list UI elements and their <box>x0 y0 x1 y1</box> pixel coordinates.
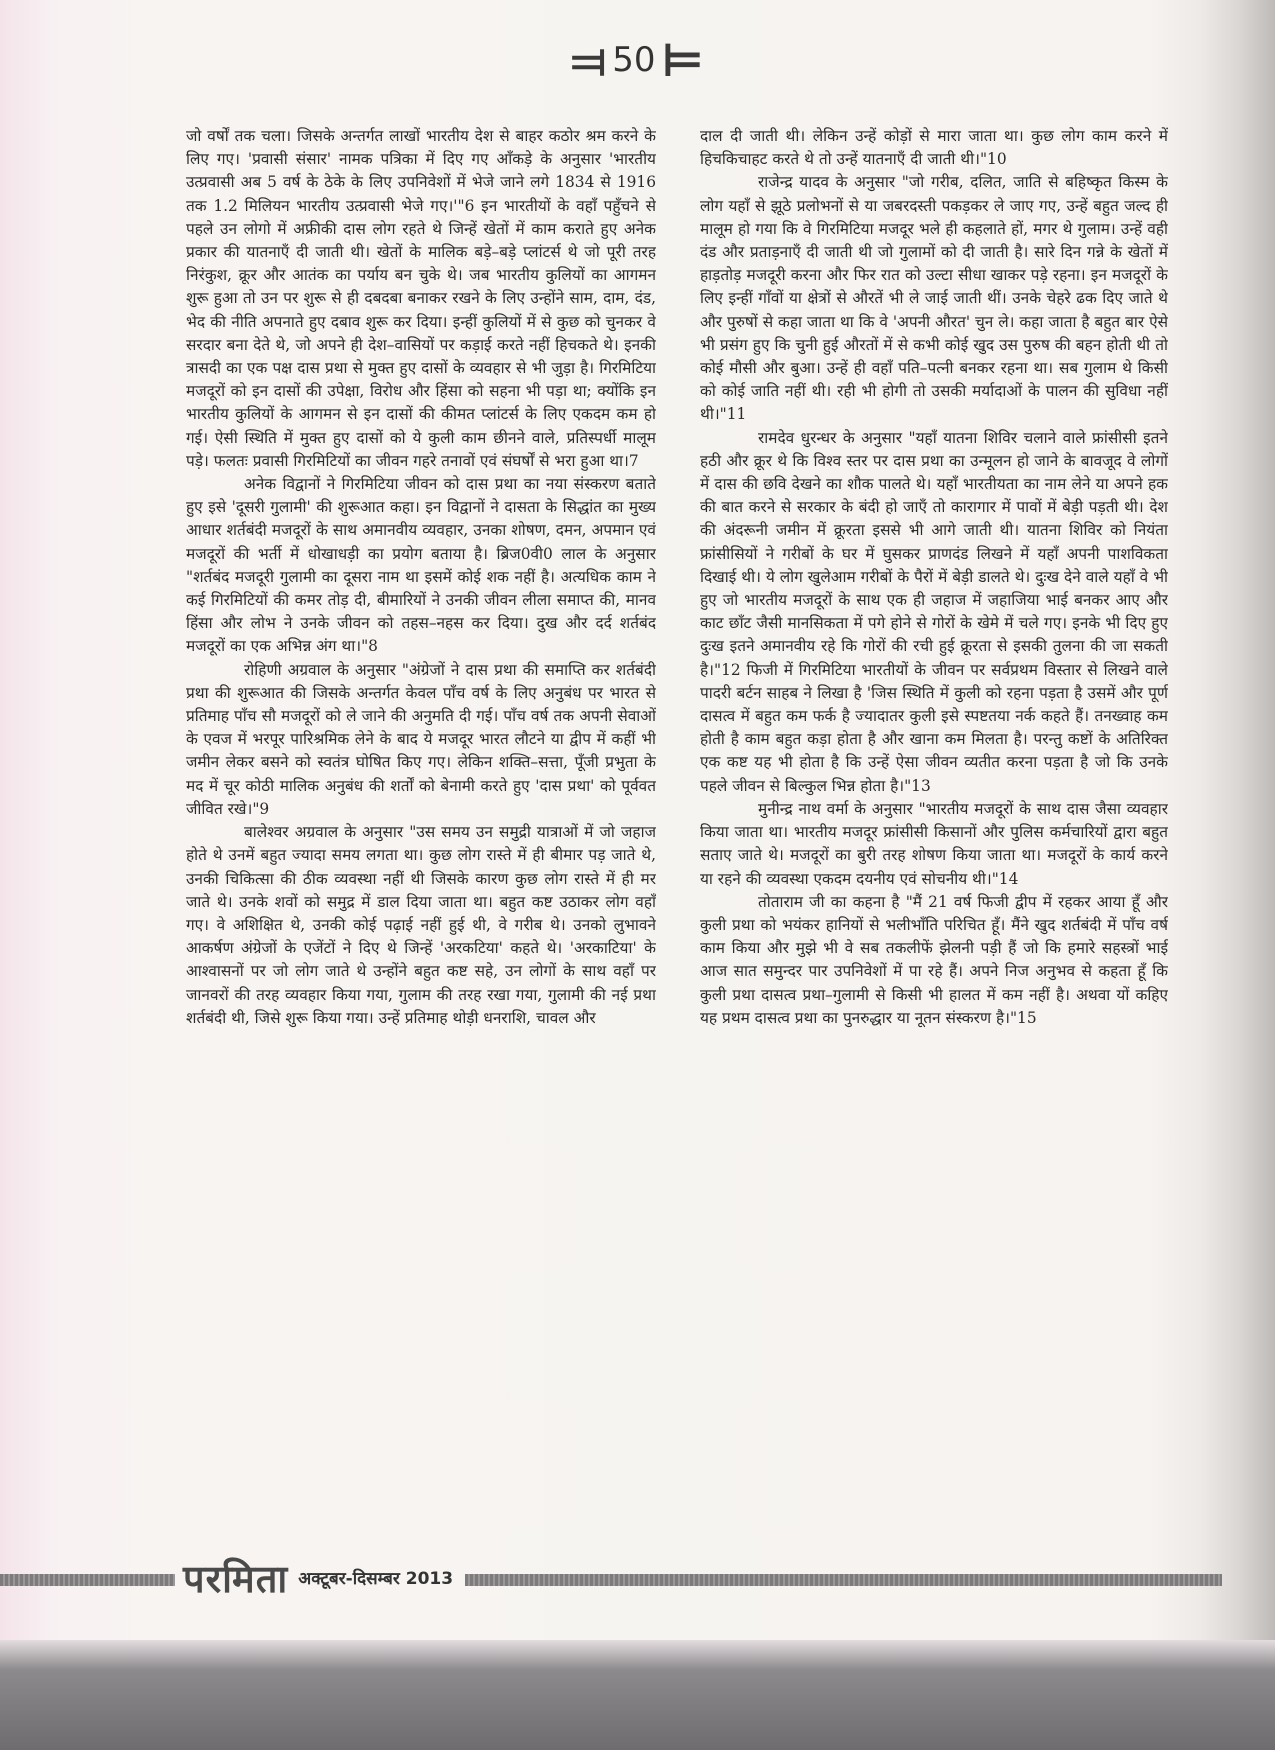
paragraph: अनेक विद्वानों ने गिरमिटिया जीवन को दास प्रथा का नया संस्करण बताते हुए इसे 'दूसरी गुलामी' की शुरूआत कहा। इन विद्वानों ने दासता के सिद्धांत का मुख्य आधार शर्तबंदी मजदूरों के साथ अमानवीय व्यवहार, उनका शोषण, दमन, अपमान एवं मजदूरों की भर्ती में धोखाधड़ी का प्रयोग बताया है। ब्रिज0वी0 लाल के अनुसार "शर्तबंद मजदूरी गुलामी का दूसरा नाम था इसमें कोई शक नहीं है। अत्यधिक काम ने कई गिरमिटियों की कमर तोड़ दी, बीमारियों ने उनकी जीवन लीला समाप्त की, मानव हिंसा और लोभ ने उनके जीवन को तहस–नहस कर दिया। दुख और दर्द शर्तबंद मजदूरों का एक अभिन्न अंग था।"8 <box>186 475 656 656</box>
scan-shadow <box>0 1640 1275 1750</box>
page-header <box>0 30 1275 90</box>
paragraph: रामदेव धुरन्धर के अनुसार "यहाँ यातना शिविर चलाने वाले फ्रांसीसी इतने हठी और क्रूर थे कि विश्व स्तर पर दास प्रथा का उन्मूलन हो जाने के बावजूद वे लोगों में दास की छवि देखने का शौक पालते थे। यहाँ भारतीयता का नाम लेने या अपने हक की बात करने से सरकार के बंदी हो जाएँ तो कारागार में पावों में बेड़ी पड़ती थी। देश की अंदरूनी जमीन में क्रूरता इससे भी आगे जाती थी। यातना शिविर को नियंता फ्रांसीसियों ने गरीबों के घर में घुसकर प्राणदंड लिखने में यहाँ अपनी पाशविकता दिखाई थी। ये लोग खुलेआम गरीबों के पैरों में बेड़ी डालते थे। दुःख देने वाले यहाँ वे भी हुए जो भारतीय मजदूरों के साथ एक ही जहाज में जहाजिया भाई बनकर आए और काट छाँट जैसी मानसिकता में पगे होने से गोरों के खेमे में चले गए। इनके भी दिए हुए दुःख इतने अमानवीय रहे कि गोरों की रची हुई क्रूरता से इसकी तुलना की जा सकती है।"12 फिजी में गिरमिटिया भारतीयों के जीवन पर सर्वप्रथम विस्तार से लिखने वाले पादरी बर्टन साहब ने लिखा है 'जिस स्थिति में कुली को रहना पड़ता है उसमें और पूर्ण दासत्व में बहुत कम फर्क है ज्यादातर कुली इसे स्पष्टतया नर्क कहते हैं। तनख्वाह कम होती है काम बहुत कड़ा होता है और खाना कम मिलता है। परन्तु कष्टों के अतिरिक्त एक कष्ट यह भी होता है कि उन्हें ऐसा जीवन व्यतीत करना पड़ता है जो कि उनके पहले जीवन से बिल्कुल भिन्न होता है।"13 <box>700 428 1168 795</box>
paragraph: मुनीन्द्र नाथ वर्मा के अनुसार "भारतीय मजदूरों के साथ दास जैसा व्यवहार किया जाता था। भारतीय मजदूर फ्रांसीसी किसानों और पुलिस कर्मचारियों द्वारा बहुत सताए जाते थे। मजदूरों का बुरी तरह शोषण किया जाता था। मजदूरों के कार्य करने या रहने की व्यवस्था एकदम दयनीय एवं सोचनीय थी।"14 <box>700 799 1168 888</box>
header-ornament-left: ⫤ <box>571 33 607 87</box>
paragraph: जो वर्षों तक चला। जिसके अन्तर्गत लाखों भारतीय देश से बाहर कठोर श्रम करने के लिए गए। 'प्रवासी संसार' नामक पत्रिका में दिए गए आँकड़े के अनुसार 'भारतीय उत्प्रवासी अब 5 वर्ष के ठेके के लिए उपनिवेशों में भेजे जाने लगे 1834 से 1916 तक 1.2 मिलियन भारतीय उत्प्रवासी भेजे गए।'"6 इन भारतीयों के वहाँ पहुँचने से पहले उन लोगो में अफ्रीकी दास लोग रहते थे जिन्हें खेतों में काम कराते हुए अनेक प्रकार की यातनाएँ दी जाती थी। खेतों के मालिक बड़े–बड़े प्लांटर्स थे जो पूरी तरह निरंकुश, क्रूर और आतंक का पर्याय बन चुके थे। जब भारतीय कुलियों का आगमन शुरू हुआ तो उन पर शुरू से ही दबदबा बनाकर रखने के लिए उन्होंने साम, दाम, दंड, भेद की नीति अपनाते हुए दबाव शुरू कर दिया। इन्हीं कुलियों में से कुछ को चुनकर वे सरदार बना देते थे, जो अपने ही देश–वासियों पर कड़ाई करते नहीं हिचकते थे। इनकी त्रासदी का एक पक्ष दास प्रथा से मुक्त हुए दासों के व्यवहार से भी जुड़ा है। गिरमिटिया मजदूरों को इन दासों की उपेक्षा, विरोध और हिंसा को सहना भी पड़ा था; क्योंकि इन भारतीय कुलियों के आगमन से इन दासों की कीमत प्लांटर्स के लिए एकदम कम हो गई। ऐसी स्थिति में मुक्त हुए दासों को ये कुली काम छीनने वाले, प्रतिस्पर्धी मालूम पड़े। फलतः प्रवासी गिरमिटियों का जीवन गहरे तनावों एवं संघर्षों से भरा हुआ था।7 <box>186 127 656 470</box>
paragraph: रोहिणी अग्रवाल के अनुसार "अंग्रेजों ने दास प्रथा की समाप्ति कर शर्तबंदी प्रथा की शुरूआत की जिसके अन्तर्गत केवल पाँच वर्ष के लिए अनुबंध पर भारत से प्रतिमाह पाँच सौ मजदूरों को ले जाने की अनुमति दी गई। पाँच वर्ष तक अपनी सेवाओं के एवज में भरपूर पारिश्रमिक लेने के बाद ये मजदूर भारत लौटने या द्वीप में कहीं भी जमीन लेकर बसने को स्वतंत्र घोषित किए गए। लेकिन शक्ति–सत्ता, पूँजी प्रभुता के मद में चूर कोठी मालिक अनुबंध की शर्तों को बेनामी करते हुए 'दास प्रथा' को पूर्ववत जीवित रखे।"9 <box>186 660 656 818</box>
footer-rule-left <box>0 1574 175 1586</box>
journal-logo: परमिता <box>183 1557 289 1601</box>
paragraph: बालेश्वर अग्रवाल के अनुसार "उस समय उन समुद्री यात्राओं में जो जहाज होते थे उनमें बहुत ज्यादा समय लगता था। कुछ लोग रास्ते में ही बीमार पड़ जाते थे, उनकी चिकित्सा की ठीक व्यवस्था नहीं थी जिसके कारण कुछ लोग रास्ते में ही मर जाते थे। उनके शवों को समुद्र में डाल दिया जाता था। बहुत कष्ट उठाकर लोग वहाँ गए। वे अशिक्षित थे, उनकी कोई पढ़ाई नहीं हुई थी, वे गरीब थे। उनको लुभावने आकर्षण अंग्रेजों के एजेंटों ने दिए थे जिन्हें 'अरकटिया' कहते थे। 'अरकाटिया' के आश्वासनों पर जो लोग जाते थे उन्होंने बहुत कष्ट सहे, उन लोगों के साथ वहाँ पर जानवरों की तरह व्यवहार किया गया, गुलाम की तरह रखा गया, गुलामी की नई प्रथा शर्तबंदी थी, जिसे शुरू किया गया। उन्हें प्रतिमाह थोड़ी धनराशि, चावल और <box>186 823 656 1027</box>
page-number: 50 <box>612 40 656 80</box>
header-ornament-right: ⊨ <box>661 33 704 87</box>
paragraph: राजेन्द्र यादव के अनुसार "जो गरीब, दलित, जाति से बहिष्कृत किस्म के लोग यहाँ से झूठे प्रलोभनों से या जबरदस्ती पकड़कर ले जाए गए, उन्हें बहुत जल्द ही मालूम हो गया कि वे गिरमिटिया मजदूर भले ही कहलाते हों, मगर थे गुलाम। उन्हें वही दंड और प्रताड़नाएँ दी जाती थी जो गुलामों को दी जाती है। सारे दिन गन्ने के खेतों में हाड़तोड़ मजदूरी करना और फिर रात को उल्टा सीधा खाकर पड़े रहना। इन मजदूरों के लिए इन्हीं गाँवों या क्षेत्रों से औरतें भी ले जाई जाती थीं। उनके चेहरे ढक दिए जाते थे और पुरुषों से कहा जाता था कि वे 'अपनी औरत' चुन ले। कहा जाता है बहुत बार ऐसे भी प्रसंग हुए कि चुनी हुई औरतों में से कभी कोई खुद उस पुरुष की बहन होती थी तो कोई मौसी और बुआ। उन्हें ही वहाँ पति–पत्नी बनकर रहना था। सब गुलाम थे किसी को कोई जाति नहीं थी। रही भी होगी तो उसकी मर्यादाओं के पालन की सुविधा नहीं थी।"11 <box>700 173 1168 424</box>
left-column <box>186 125 656 1550</box>
paragraph: तोताराम जी का कहना है "मैं 21 वर्ष फिजी द्वीप में रहकर आया हूँ और कुली प्रथा को भयंकर हानियों से भलीभाँति परिचित हूँ। मैंने खुद शर्तबंदी में पाँच वर्ष काम किया और मुझे भी वे सब तकलीफें झेलनी पड़ी हैं जो कि हमारे सहस्त्रों भाई आज सात समुन्दर पार उपनिवेशों में पा रहे हैं। अपने निज अनुभव से कहता हूँ कि कुली प्रथा दासत्व प्रथा–गुलामी से किसी भी हालत में कम नहीं है। अथवा यों कहिए यह प्रथम दासत्व प्रथा का पुनरुद्धार या नूतन संस्करण है।"15 <box>700 892 1168 1027</box>
right-column <box>700 125 1168 1550</box>
footer-rule-right <box>465 1574 1222 1586</box>
page-footer <box>0 1552 1275 1600</box>
paragraph: दाल दी जाती थी। लेकिन उन्हें कोड़ों से मारा जाता था। कुछ लोग काम करने में हिचकिचाहट करते थे तो उन्हें यातनाएँ दी जाती थी।"10 <box>700 127 1168 169</box>
issue-date: अक्टूबर-दिसम्बर 2013 <box>298 1569 454 1589</box>
